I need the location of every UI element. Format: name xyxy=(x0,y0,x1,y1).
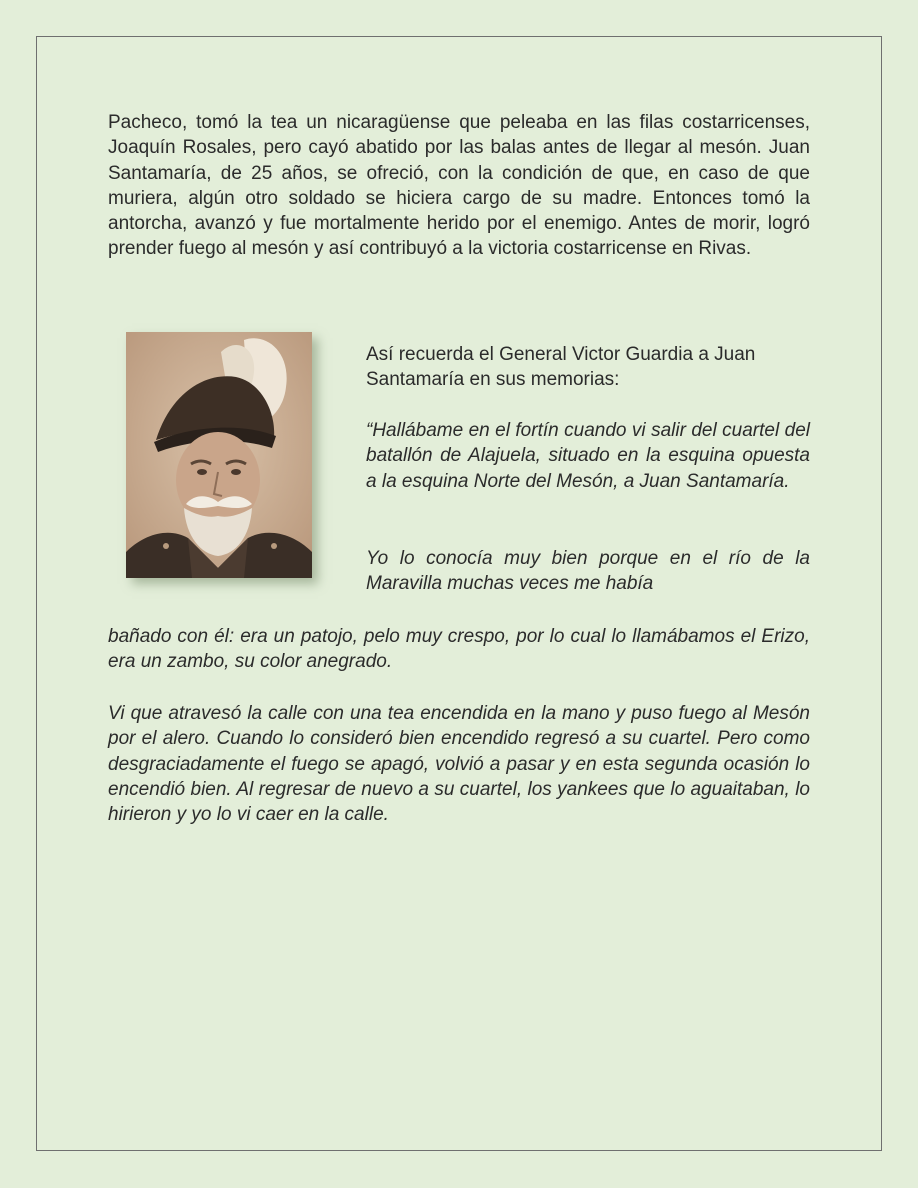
quote-paragraph-2: Yo lo conocía muy bien porque en el río de la Maravilla muchas veces me había xyxy=(366,548,810,595)
paragraph-pacheco: Pacheco, tomó la tea un nicaragüense que peleaba en las filas costarricenses, Joaquín Rosales, pero cayó abatido por las balas antes de llegar al mesón. Juan Santamaría, de 25 años, se ofreció, con la condición de que, en caso de que muriera, algún otro soldado se hiciera cargo de su madre. Entonces tomó la antorcha, avanzó y fue mortalmente herido por el enemigo. Antes de morir, logró prender fuego al mesón y así contribuyó a la victoria costarricense en Rivas. xyxy=(108,112,810,260)
quote-paragraph-4: Vi que atravesó la calle con una tea encendida en la mano y puso fuego al Mesón por el alero. Cuando lo consideró bien encendido regresó a su cuartel. Pero como desgraciadamente el fuego se apagó, volvió a pasar y en esta segunda ocasión lo encendió bien. Al regresar de nuevo a su cuartel, los yankees que lo aguaitaban, lo hirieron y yo lo vi caer en la calle. xyxy=(108,703,810,826)
quote-paragraph-1: “Hallábame en el fortín cuando vi salir del cuartel del batallón de Alajuela, situado en la esquina opuesta a la esquina Norte del Mesón, a Juan Santamaría. xyxy=(366,420,810,492)
portrait-photo xyxy=(126,332,312,578)
quote-paragraph-3: bañado con él: era un patojo, pelo muy crespo, por lo cual lo llamábamos el Erizo, era un zambo, su color anegrado. xyxy=(108,626,810,673)
intro-guardia: Así recuerda el General Victor Guardia a Juan Santamaría en sus memorias: xyxy=(366,344,756,391)
